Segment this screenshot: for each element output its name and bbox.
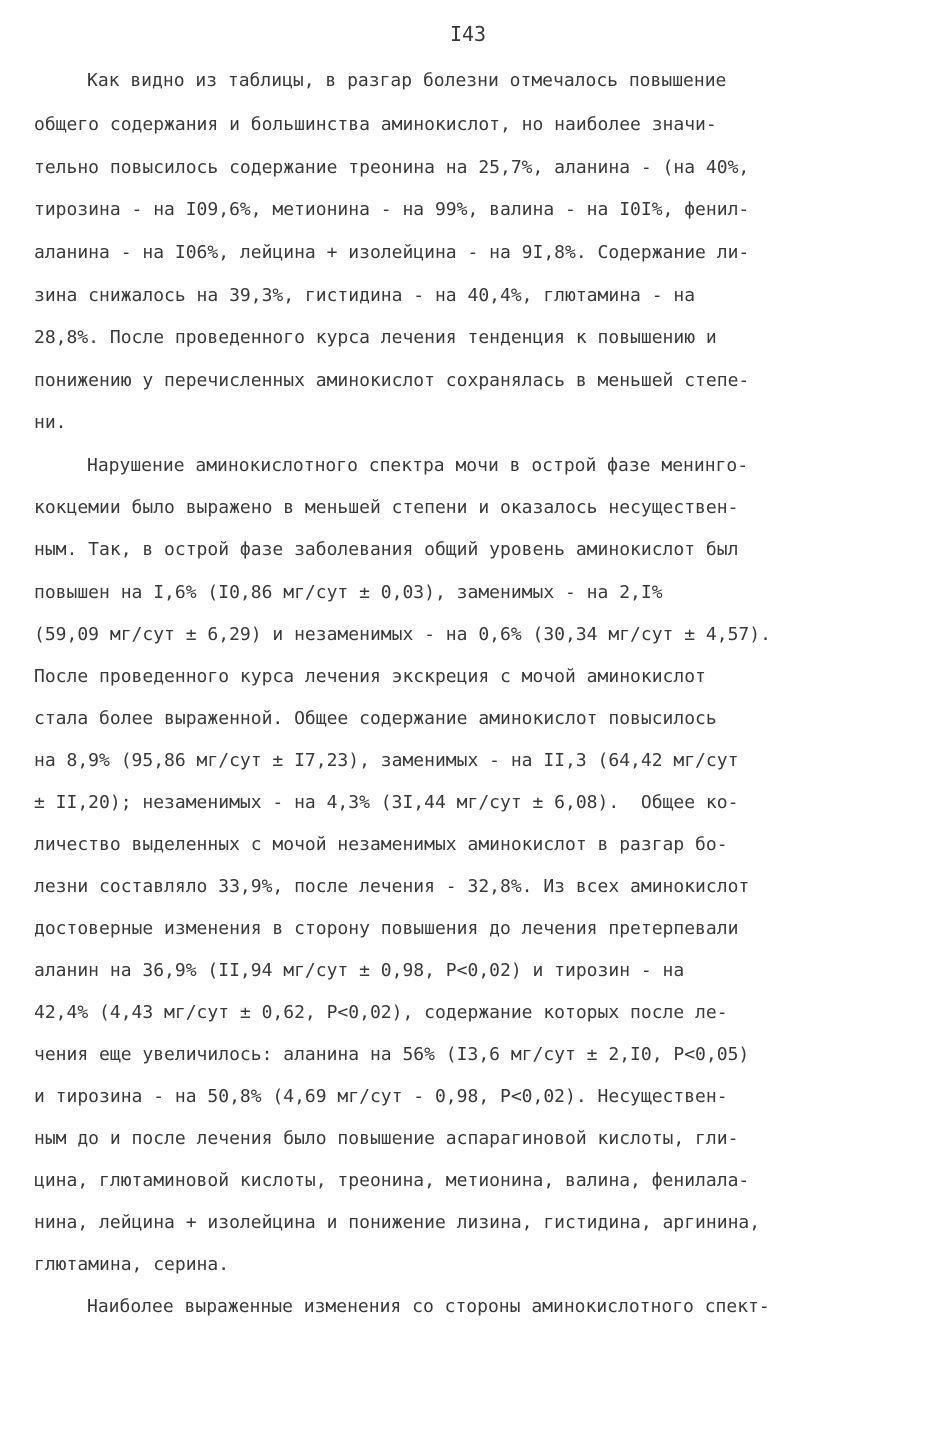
text-line: и тирозина - на 50,8% (4,69 мг/сут - 0,98, P<0,02). Несуществен- bbox=[34, 1086, 728, 1107]
text-line: стала более выраженной. Общее содержание аминокислот повысилось bbox=[34, 708, 717, 729]
text-line: достоверные изменения в сторону повышения до лечения претерпевали bbox=[34, 918, 739, 939]
text-line: Как видно из таблицы, в разгар болезни отмечалось повышение bbox=[87, 70, 727, 91]
text-line: тельно повысилось содержание треонина на 25,7%, аланина - (на 40%, bbox=[34, 157, 750, 178]
text-line: аланина - на I06%, лейцина + изолейцина - на 9I,8%. Содержание ли- bbox=[34, 242, 750, 263]
text-line: ным до и после лечения было повышение аспарагиновой кислоты, гли- bbox=[34, 1128, 739, 1149]
text-line: повышен на I,6% (I0,86 мг/сут ± 0,03), заменимых - на 2,I% bbox=[34, 582, 663, 603]
text-line: аланин на 36,9% (II,94 мг/сут ± 0,98, P<0,02) и тирозин - на bbox=[34, 960, 685, 981]
text-line: цина, глютаминовой кислоты, треонина, метионина, валина, фенилала- bbox=[34, 1170, 750, 1191]
text-line: Наиболее выраженные изменения со стороны аминокислотного спект- bbox=[87, 1296, 770, 1317]
text-line: (59,09 мг/сут ± 6,29) и незаменимых - на 0,6% (30,34 мг/сут ± 4,57). bbox=[34, 624, 771, 645]
text-line: Нарушение аминокислотного спектра мочи в острой фазе менинго- bbox=[87, 455, 749, 476]
text-line: После проведенного курса лечения экскреция с мочой аминокислот bbox=[34, 666, 706, 687]
page-number: I43 bbox=[449, 22, 487, 46]
text-line: 28,8%. После проведенного курса лечения тенденция к повышению и bbox=[34, 327, 717, 348]
text-line: тирозина - на I09,6%, метионина - на 99%, валина - на I0I%, фенил- bbox=[34, 199, 750, 220]
text-line: 42,4% (4,43 мг/сут ± 0,62, P<0,02), содержание которых после ле- bbox=[34, 1002, 728, 1023]
text-line: личество выделенных с мочой незаменимых аминокислот в разгар бо- bbox=[34, 834, 728, 855]
text-line: лезни составляло 33,9%, после лечения - 32,8%. Из всех аминокислот bbox=[34, 876, 750, 897]
text-line: ни. bbox=[34, 412, 67, 433]
text-line: кокцемии было выражено в меньшей степени и оказалось несуществен- bbox=[34, 497, 739, 518]
text-line: зина снижалось на 39,3%, гистидина - на 40,4%, глютамина - на bbox=[34, 285, 696, 306]
text-line: нина, лейцина + изолейцина и понижение лизина, гистидина, аргинина, bbox=[34, 1212, 761, 1233]
text-line: на 8,9% (95,86 мг/сут ± I7,23), заменимых - на II,3 (64,42 мг/сут bbox=[34, 750, 739, 771]
text-line: ± II,20); незаменимых - на 4,3% (3I,44 мг/сут ± 6,08). Общее ко- bbox=[34, 792, 739, 813]
text-line: общего содержания и большинства аминокислот, но наиболее значи- bbox=[34, 114, 717, 135]
text-line: чения еще увеличилось: аланина на 56% (I3,6 мг/сут ± 2,I0, P<0,05) bbox=[34, 1044, 750, 1065]
text-line: глютамина, серина. bbox=[34, 1254, 230, 1275]
text-line: понижению у перечисленных аминокислот сохранялась в меньшей степе- bbox=[34, 370, 750, 391]
text-line: ным. Так, в острой фазе заболевания общий уровень аминокислот был bbox=[34, 539, 739, 560]
